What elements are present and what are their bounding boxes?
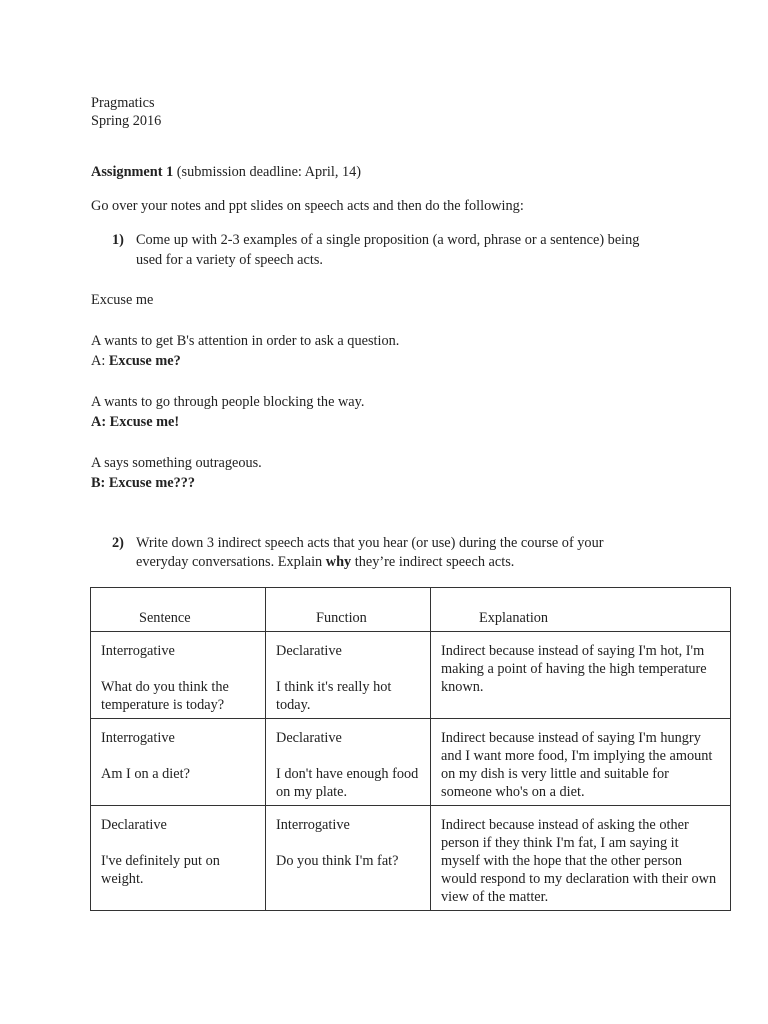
function-text: Do you think I'm fat?	[276, 853, 399, 869]
table-header-explanation: Explanation	[431, 588, 731, 632]
question-2-line-2-start: everyday conversations. Explain	[136, 554, 326, 570]
table-row	[91, 632, 731, 719]
function-type: Declarative	[276, 643, 342, 659]
table-cell-function	[266, 719, 431, 806]
scenario-2-utterance: Excuse me!	[109, 414, 180, 430]
table-cell-explanation: Indirect because instead of saying I'm hot, I'm making a point of having the high temperature known.	[431, 632, 731, 719]
table-header-function: Function	[266, 588, 431, 632]
scenario-3-dialogue	[91, 474, 195, 492]
scenario-3-utterance: Excuse me???	[108, 475, 196, 491]
question-1-line-2: used for a variety of speech acts.	[136, 252, 323, 268]
sentence-text: I've definitely put on weight.	[101, 853, 220, 887]
table-header-row	[91, 588, 731, 632]
function-type: Interrogative	[276, 817, 350, 833]
function-type: Declarative	[276, 730, 342, 746]
question-2-number: 2)	[112, 535, 124, 551]
scenario-3-speaker: B:	[91, 475, 106, 491]
sentence-type: Declarative	[101, 817, 167, 833]
question-1-line-1: Come up with 2-3 examples of a single proposition (a word, phrase or a sentence) being	[136, 232, 640, 248]
function-text: I think it's really hot today.	[276, 679, 392, 713]
assignment-deadline: (submission deadline: April, 14)	[176, 164, 362, 180]
scenario-1-context: A wants to get B's attention in order to ask a question.	[91, 333, 400, 349]
question-2-line-2-end: they’re indirect speech acts.	[351, 554, 515, 570]
instructions: Go over your notes and ppt slides on speech acts and then do the following:	[91, 198, 524, 214]
question-1-number: 1)	[112, 232, 124, 248]
question-2-emphasis: why	[325, 554, 352, 570]
scenario-3-context: A says something outrageous.	[91, 455, 262, 471]
sentence-text: What do you think the temperature is today?	[101, 679, 229, 713]
example-phrase: Excuse me	[91, 292, 154, 308]
assignment-heading	[91, 163, 361, 181]
table-row	[91, 719, 731, 806]
table-cell-explanation: Indirect because instead of asking the other person if they think I'm fat, I am saying it myself with the hope that the other person would respond to my declaration with their own view of the matter.	[431, 806, 731, 911]
table-cell-function	[266, 806, 431, 911]
scenario-1-utterance: Excuse me?	[108, 353, 181, 369]
sentence-type: Interrogative	[101, 730, 175, 746]
scenario-1-speaker: A:	[91, 353, 106, 369]
function-text: I don't have enough food on my plate.	[276, 766, 419, 800]
question-2-line-2	[136, 553, 696, 571]
sentence-text: Am I on a diet?	[101, 766, 190, 782]
term: Spring 2016	[91, 113, 162, 129]
table-cell-function	[266, 632, 431, 719]
table-cell-sentence	[91, 719, 266, 806]
question-2-line-1: Write down 3 indirect speech acts that you hear (or use) during the course of your	[136, 535, 604, 551]
table-row	[91, 806, 731, 911]
scenario-2-context: A wants to go through people blocking the way.	[91, 394, 365, 410]
table-cell-sentence	[91, 632, 266, 719]
sentence-type: Interrogative	[101, 643, 175, 659]
assignment-title: Assignment 1	[91, 164, 174, 180]
speech-acts-table	[90, 587, 731, 911]
table-header-sentence: Sentence	[91, 588, 266, 632]
table-cell-explanation: Indirect because instead of saying I'm hungry and I want more food, I'm implying the amount on my dish is very little and suitable for someone who's on a diet.	[431, 719, 731, 806]
scenario-1-dialogue	[91, 352, 181, 370]
table-cell-sentence	[91, 806, 266, 911]
course-name: Pragmatics	[91, 95, 155, 111]
scenario-2-speaker: A:	[91, 414, 107, 430]
scenario-2-dialogue	[91, 413, 179, 431]
